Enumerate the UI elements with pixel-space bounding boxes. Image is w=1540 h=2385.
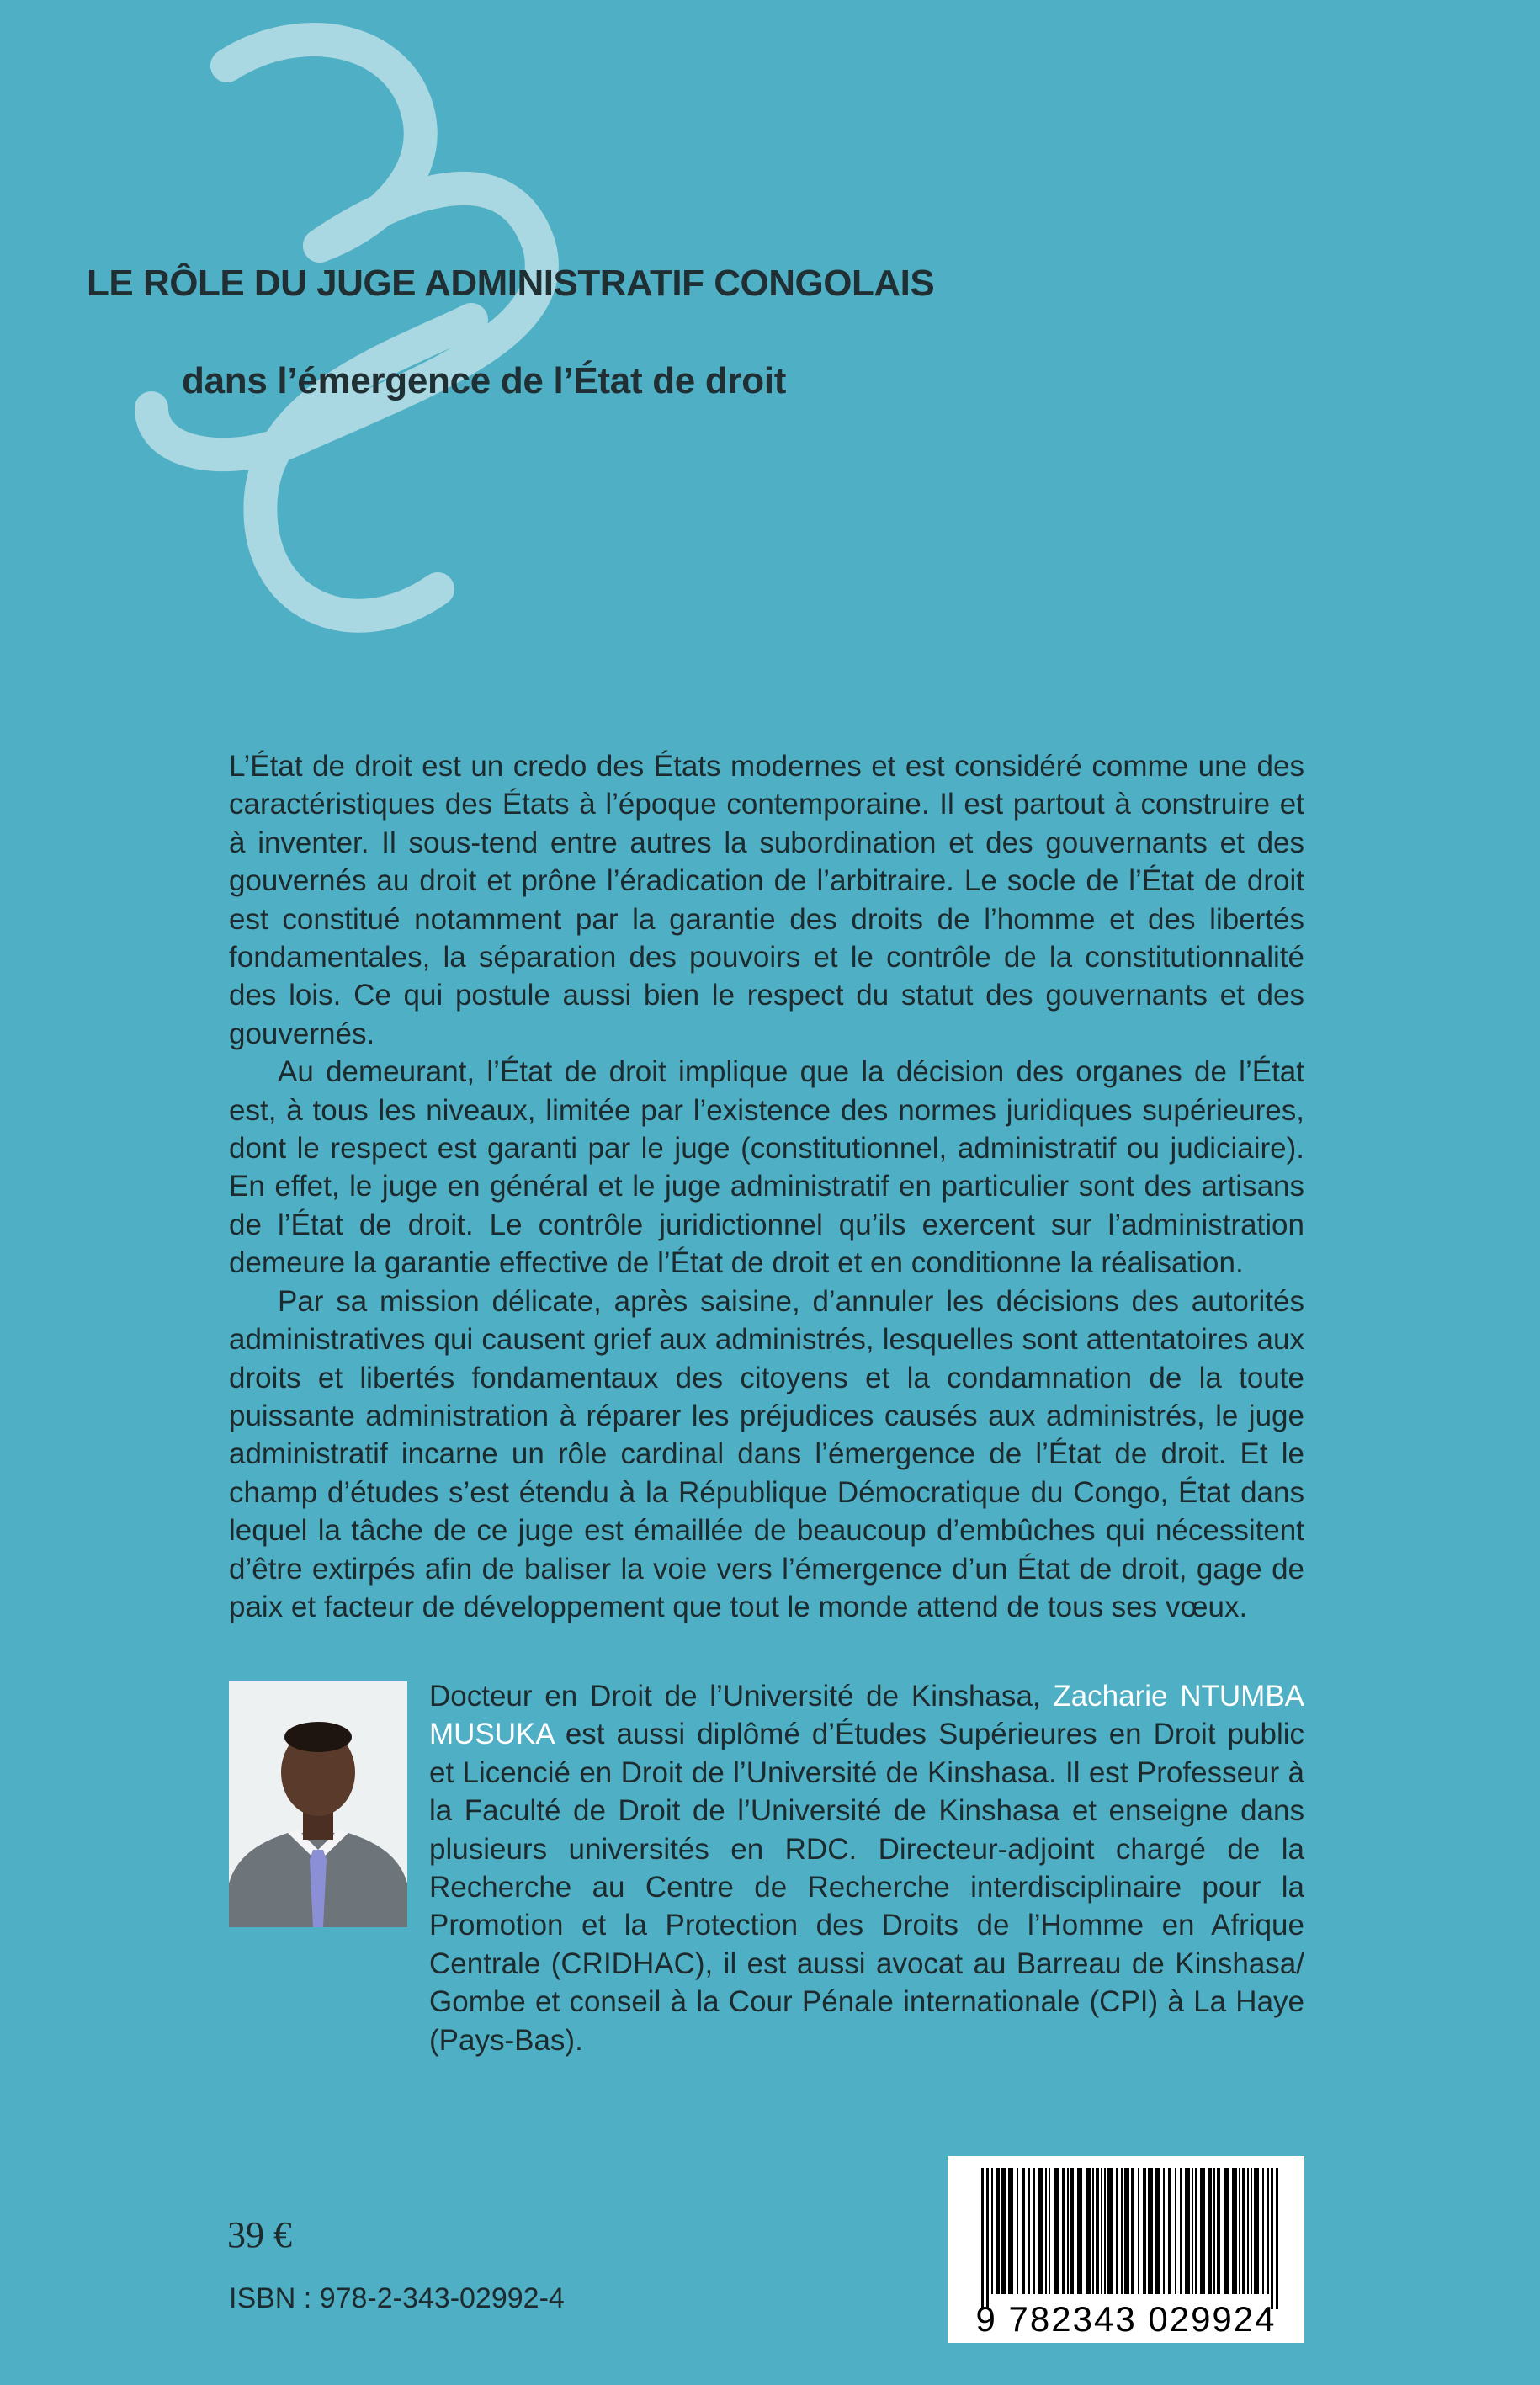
summary-paragraph: Par sa mission délicate, après saisine, d’annuler les décisions des autorités administratives qui causent grief aux administrés, lesquelles sont attentatoires aux droits et libertés fondamentaux des citoyens et la condamnation de la toute puissante administration à réparer les préjudices causés aux administrés, le juge administratif incarne un rôle cardinal dans l’émergence de l’État de droit. Et le champ d’études s’est étendu à la République Démocratique du Congo, État dans lequel la tâche de ce juge est émaillée de beaucoup d’embûches qui nécessitent d’être extirpés afin de baliser la voie vers l’émergence d’un État de droit, gage de paix et facteur de développement que tout le monde attend de tous ses vœux.: [229, 1284, 1304, 1623]
barcode-bar: [1038, 2168, 1043, 2294]
barcode-bar: [1213, 2168, 1215, 2294]
barcode-bar: [1200, 2168, 1205, 2294]
barcode-bar: [1148, 2168, 1153, 2294]
barcode-bar: [1049, 2168, 1050, 2294]
author-bio: [429, 1677, 1304, 2059]
barcode-bar: [1143, 2168, 1146, 2294]
book-summary: [229, 747, 1304, 1626]
barcode-guard-bar: [981, 2168, 984, 2309]
barcode-bar: [1192, 2168, 1193, 2294]
barcode-bar: [1104, 2168, 1106, 2294]
barcode-bar: [1033, 2168, 1035, 2294]
isbn-barcode: [948, 2156, 1304, 2343]
barcode-bar: [1001, 2168, 1006, 2294]
barcode-bar: [1107, 2168, 1113, 2294]
barcode-bar: [1077, 2168, 1082, 2294]
barcode-bar: [1022, 2168, 1025, 2294]
price-label: 39 €: [227, 2214, 292, 2255]
barcode-bar: [1163, 2168, 1165, 2294]
barcode-bar: [1028, 2168, 1030, 2294]
barcode-bar: [1067, 2168, 1069, 2294]
barcode-bar: [1070, 2168, 1074, 2294]
barcode-bar: [1086, 2168, 1091, 2294]
barcode-bar: [1254, 2168, 1259, 2294]
barcode-bar: [1185, 2168, 1190, 2294]
book-subtitle: dans l’émergence de l’État de droit: [182, 360, 787, 401]
barcode-bar: [1208, 2168, 1212, 2294]
barcode-bar: [1138, 2168, 1139, 2294]
barcode-guard-bar: [1271, 2168, 1273, 2309]
barcode-guard-bar: [986, 2168, 989, 2309]
barcode-bar: [1101, 2168, 1102, 2294]
barcode-bar: [1195, 2168, 1197, 2294]
barcode-bar: [1092, 2168, 1094, 2294]
barcode-bar: [1242, 2168, 1245, 2294]
barcode-bar: [1224, 2168, 1229, 2294]
author-photo: [229, 1681, 407, 1927]
barcode-guard-bar: [1276, 2168, 1278, 2309]
barcode-bar: [1251, 2168, 1252, 2294]
barcode-bar: [1062, 2168, 1065, 2294]
barcode-bar: [1168, 2168, 1171, 2294]
summary-paragraph: Au demeurant, l’État de droit implique que la décision des organes de l’État est, à tous les niveaux, limitée par l’existence des normes juridiques supérieures, dont le respect est garanti par le juge (constitutionnel, administratif ou judiciaire). En effet, le juge en général et le juge administratif en particulier sont des artisans de l’État de droit. Le contrôle juridictionnel qu’ils exercent sur l’administration demeure la garantie effective de l’État de droit et en conditionne la réalisation.: [229, 1055, 1304, 1280]
barcode-bar: [1180, 2168, 1182, 2294]
barcode-bar: [1045, 2168, 1047, 2294]
isbn-label: ISBN : 978-2-343-02992-4: [229, 2282, 565, 2314]
barcode-bar: [1175, 2168, 1176, 2294]
barcode-bar: [1232, 2168, 1237, 2294]
summary-paragraph: L’État de droit est un credo des États modernes et est considéré comme une des caractéristiques des États à l’époque contemporaine. Il est partout à construire et à inventer. Il sous-tend entre autres la subordination et des gouvernants et des gouvernés au droit et prône l’éradication de l’arbitraire. Le socle de l’État de droit est constitué notamment par la garantie des droits de l’homme et des libertés fondamentales, la séparation des pouvoirs et le contrôle de la constitutionnalité des lois. Ce qui postule aussi bien le respect du statut des gouvernants et des gouvernés.: [229, 750, 1304, 1050]
barcode-bar: [1116, 2168, 1118, 2294]
author-bio-intro: Docteur en Droit de l’Université de Kinshasa,: [429, 1680, 1054, 1713]
barcode-bar: [1239, 2168, 1240, 2294]
barcode-digits: 9 782343 029924: [975, 2299, 1277, 2339]
barcode-bar: [1017, 2168, 1018, 2294]
barcode-bar: [1124, 2168, 1129, 2294]
book-title: LE RÔLE DU JUGE ADMINISTRATIF CONGOLAIS: [87, 263, 935, 304]
barcode-bar: [1267, 2168, 1269, 2294]
barcode-bar: [996, 2168, 1000, 2294]
barcode-bar: [1008, 2168, 1013, 2294]
barcode-bar: [1054, 2168, 1059, 2294]
barcode-bar: [1217, 2168, 1220, 2294]
barcode-bar: [991, 2168, 993, 2294]
author-name: Zacharie NTUMBA MUSUKA: [429, 1680, 1305, 1751]
author-portrait-image: [229, 1681, 407, 1927]
barcode-bar: [1247, 2168, 1249, 2294]
barcode-bar: [1121, 2168, 1123, 2294]
barcode-bar: [1155, 2168, 1160, 2294]
barcode-bar: [1262, 2168, 1264, 2294]
barcode-bar: [1131, 2168, 1134, 2294]
author-bio-details: est aussi diplômé d’Études Supérieures en Droit public et Licencié en Droit de l’Université de Kinshasa. Il est Professeur à la Faculté de Droit de l’Université de Kinshasa et enseigne dans plusieurs universités en RDC. Directeur-adjoint chargé de la Recherche au Centre de Recherche interdisciplinaire pour la Promotion et la Protection des Droits de l’Homme en Afrique Centrale (CRIDHAC), il est aussi avocat au Barreau de Kinshasa/ Gombe et conseil à la Cour Pénale internationale (CPI) à La Haye (Pays-Bas).: [429, 1718, 1304, 2057]
barcode-bar: [1096, 2168, 1099, 2294]
